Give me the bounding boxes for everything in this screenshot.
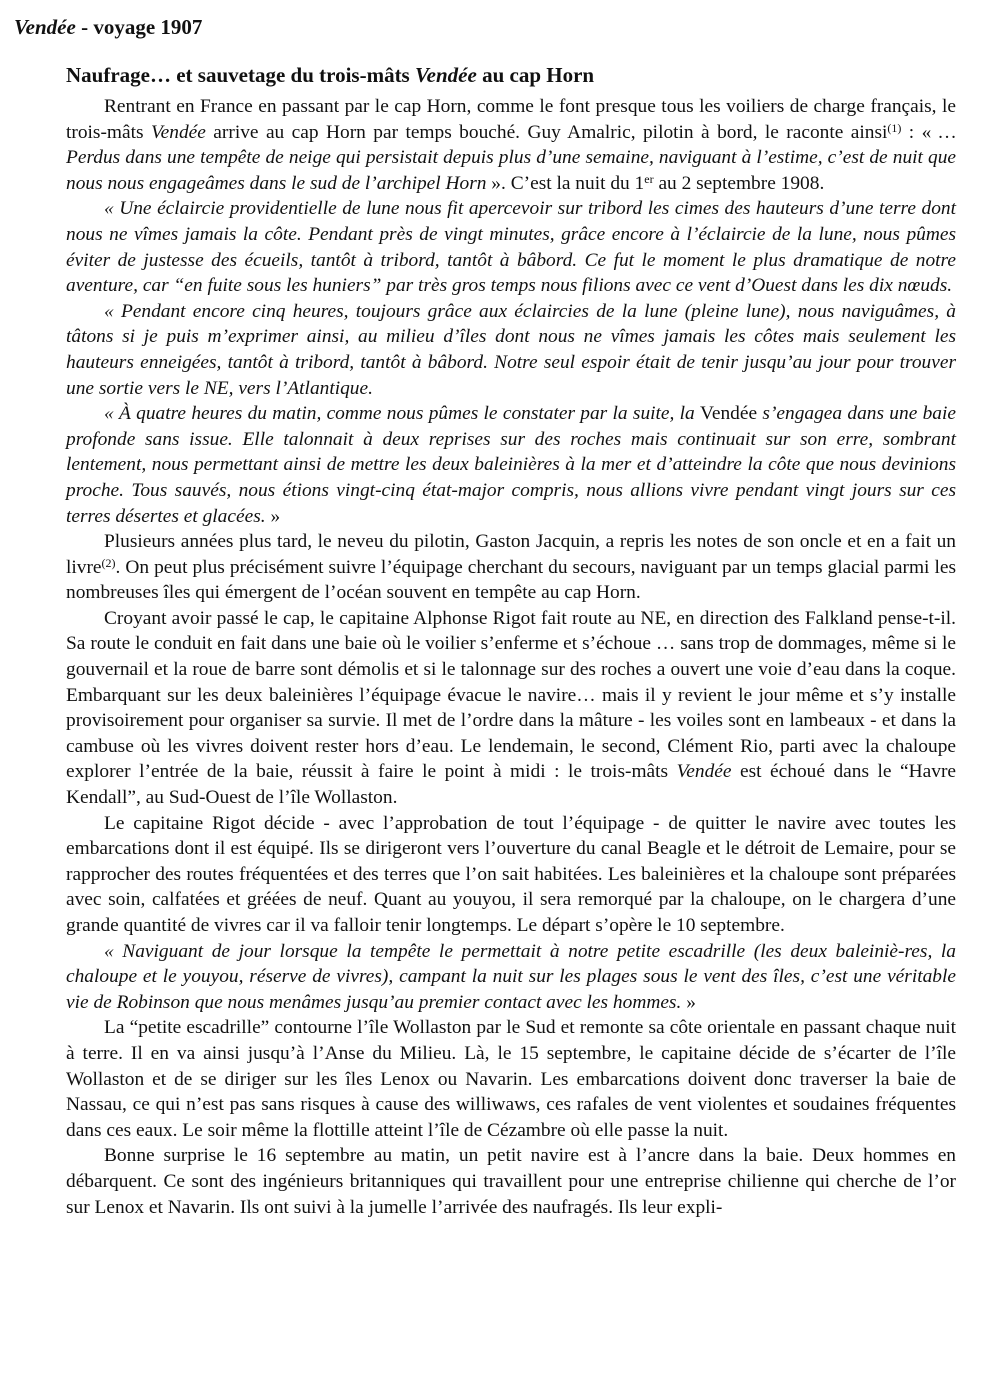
article	[66, 60, 956, 1220]
header-voyage: - voyage 1907	[75, 15, 203, 39]
title-ship-name: Vendée	[414, 63, 477, 87]
paragraph-8-quote	[66, 939, 956, 1016]
paragraph-7: Le capitaine Rigot décide - avec l’approbation de tout l’équipage - de quitter le navire avec toutes les embarcations dont il est équipé. Ils se dirigeront vers l’ouverture du canal Beagle et le détroit de Lemaire, pour se rapprocher des routes fréquentées et des terres que l’on sait habitées. Les baleinières et la chaloupe sont préparées avec soin, calfatées et gréées de neuf. Quant au youyou, il sera remorqué par la chaloupe, on le chargera d’une grande quantité de vivres car il va falloir tenir longtemps. Le départ s’opère le 10 septembre.	[66, 812, 956, 936]
p5-text-b: . On peut plus précisément suivre l’équipage cherchant du secours, naviguant par un temps glacial parmi les nombreuses îles qui émergent de l’océan souvent en tempête au cap Horn.	[66, 556, 956, 604]
title-part-1: Naufrage… et sauvetage du trois-mâts	[66, 63, 415, 87]
p8-text-a: « Naviguant de jour lorsque la tempête le permettait à notre petite escadrille (les deux baleiniè-res, la chaloupe et le youyou, réserve de vivres), campant la nuit sur les plages sous le vent des îles, c’est une véritable vie de Robinson que nous menâmes jusqu’au premier contact avec les hommes.	[66, 940, 956, 1013]
p4-closing-guillemet: »	[265, 505, 281, 527]
p5-text-a: Plusieurs années plus tard, le neveu du pilotin, Gaston Jacquin, a repris les notes de son oncle et en a fait un livre	[66, 531, 956, 578]
p1-ship-name: Vendée	[150, 121, 206, 143]
p4-text-a: « À quatre heures du matin, comme nous pûmes le constater par la suite, la	[104, 403, 701, 425]
paragraph-9: La “petite escadrille” contourne l’île Wollaston par le Sud et remonte sa côte orientale en passant chaque nuit à terre. Il en va ainsi jusqu’à l’Anse du Milieu. Là, le 15 septembre, le capitaine décide de s’écarter de l’île Wollaston et de se diriger sur les îles Lenox ou Navarin. Les embarcations doivent donc traverser la baie de Nassau, ce qui n’est pas sans risques à cause des williwaws, ces rafales de vent violentes et soudaines fréquentes dans ces eaux. Le soir même la flottille atteint l’île de Cézambre où elle passe la nuit.	[66, 1017, 956, 1141]
running-header	[14, 12, 202, 42]
footnote-ref-2: (2)	[101, 555, 116, 570]
footnote-ref-1: (1)	[887, 120, 902, 135]
title-part-2: au cap Horn	[476, 63, 595, 87]
paragraph-10: Bonne surprise le 16 septembre au matin, un petit navire est à l’ancre dans la baie. Deux hommes en débarquent. Ce sont des ingénieurs britanniques qui travaillent pour une entreprise chilienne qui cherche de l’or sur Lenox et Navarin. Ils ont suivi à la jumelle l’arrivée des naufragés. Ils leur expli-	[66, 1145, 956, 1218]
p8-closing-guillemet: »	[681, 991, 696, 1013]
p6-text-a: Croyant avoir passé le cap, le capitaine Alphonse Rigot fait route au NE, en direction des Falkland pense-t-il. Sa route le conduit en fait dans une baie où le voilier s’enferme et s’échoue … sans trop de dommages, même si le gouvernail et la roue de barre sont démolis et si le talonnage sur des roches a ouvert une voie d’eau dans la coque. Embarquant sur les deux baleinières l’équipage évacue le navire… mais il y revient le jour même et s’y installe provisoirement pour organiser sa survie. Il met de l’ordre dans la mâture - les voiles sont en lambeaux - et dans la cambuse où les vivres doivent rester hors d’eau. Le lendemain, le second, Clément Rio, parti avec la chaloupe explorer l’entrée de la baie, réussit à faire le point à midi : le trois-mâts	[66, 607, 956, 783]
p6-text-b: est échoué dans le “Havre Kendall”, au Sud-Ouest de l’île Wollaston.	[66, 761, 957, 809]
paragraph-6	[66, 606, 956, 811]
p1-text-e: au 2 septembre 1908.	[653, 172, 825, 194]
p4-text-b: s’engagea dans une baie profonde sans issue. Elle talonnait à deux reprises sur des roches mais continuait sur son erre, sombrant lentement, nous permettant ainsi de mettre les deux baleinières à la mer et d’atteindre la côte que nous devinions proche. Tous sauvés, nous étions vingt-cinq état-major compris, nous allions vivre pendant vingt jours sur ces terres désertes et glacées.	[66, 403, 956, 527]
p1-text-b: arrive au cap Horn par temps bouché. Guy Amalric, pilotin à bord, le raconte ainsi	[205, 121, 888, 143]
article-title	[66, 60, 956, 90]
p1-quote: …Perdus dans une tempête de neige qui persistait depuis plus d’une semaine, naviguant à l’estime, c’est de nuit que nous nous engageâmes dans le sud de l’archipel Horn	[66, 121, 956, 194]
header-ship-name: Vendée	[14, 15, 76, 39]
p6-ship-name: Vendée	[676, 761, 732, 783]
paragraph-1	[66, 94, 956, 196]
paragraph-5	[66, 529, 956, 606]
p1-text-c: : «	[901, 121, 939, 143]
p4-ship-name: Vendée	[700, 403, 758, 425]
p1-text-d: ». C’est la nuit du 1	[486, 172, 645, 194]
paragraph-3-quote: « Pendant encore cinq heures, toujours grâce aux éclaircies de la lune (pleine lune), nous naviguâmes, à tâtons si je puis m’exprimer ainsi, au milieu d’îles dont nous ne vîmes jamais les côtes mais seulement les hauteurs enneigées, tantôt à tribord, tantôt à bâbord. Notre seul espoir était de tenir jusqu’au jour pour trouver une sortie vers le NE, vers l’Atlantique.	[66, 300, 956, 399]
p1-text-a: Rentrant en France en passant par le cap Horn, comme le font presque tous les voiliers de charge français, le trois-mâts	[66, 96, 956, 143]
paragraph-2-quote: « Une éclaircie providentielle de lune nous fit apercevoir sur tribord les cimes des hauteurs d’une terre dont nous ne vîmes jamais la côte. Pendant près de vingt minutes, grâce encore à l’éclaircie de la lune, nous pûmes éviter de justesse des écueils, tantôt à tribord, tantôt à bâbord. Ce fut le moment le plus dramatique de notre aventure, car “en fuite sous les huniers” par très gros temps nous filions avec ce vent d’Ouest dans les dix nœuds.	[66, 198, 956, 297]
paragraph-4-quote	[66, 401, 956, 529]
ordinal-superscript: er	[644, 171, 654, 186]
